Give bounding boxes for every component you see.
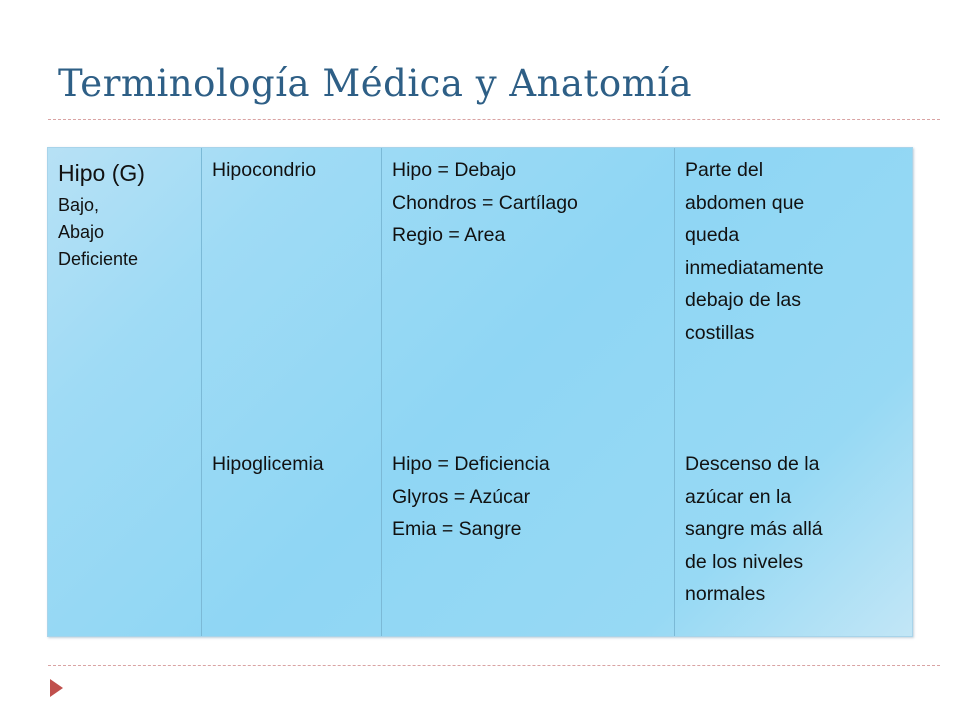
etymology-line: Regio = Area (392, 224, 506, 246)
prefix-term: Hipo (G) (58, 160, 145, 186)
etymology-line: Hipo = Deficiencia (392, 453, 550, 475)
definition-line: queda (685, 224, 740, 246)
etymology-line: Emia = Sangre (392, 518, 522, 540)
terminology-table (47, 147, 913, 637)
word-column (202, 148, 382, 636)
prefix-meanings (58, 192, 138, 273)
definition-line: Descenso de la (685, 453, 820, 475)
footer-divider (48, 665, 940, 666)
prefix-meaning: Deficiente (58, 249, 139, 269)
prefix-meaning: Bajo, (58, 195, 100, 215)
title-divider (48, 119, 940, 120)
definition-line: de los niveles (685, 550, 804, 573)
definition-line: normales (685, 583, 766, 605)
definition-line: costillas (685, 321, 755, 344)
prefix-meaning: Abajo (58, 222, 105, 242)
definition-line: azúcar en la (685, 485, 792, 508)
definition-column (675, 148, 914, 636)
definition-hipoglicemia (685, 448, 908, 611)
definition-line: inmediatamente (685, 256, 824, 279)
slide-title: Terminología Médica y Anatomía (58, 62, 693, 105)
word-hipoglicemia: Hipoglicemia (212, 453, 324, 475)
triangle-bullet-icon (50, 679, 63, 697)
definition-line: abdomen que (685, 191, 805, 214)
etymology-hipocondrio (392, 154, 668, 252)
etymology-column (382, 148, 675, 636)
definition-line: sangre más allá (685, 518, 823, 540)
definition-hipocondrio (685, 154, 908, 349)
definition-line: debajo de las (685, 289, 802, 311)
etymology-line: Chondros = Cartílago (392, 191, 578, 214)
etymology-line: Hipo = Debajo (392, 159, 517, 181)
etymology-hipoglicemia (392, 448, 668, 546)
definition-line: Parte del (685, 159, 764, 181)
etymology-line: Glyros = Azúcar (392, 485, 531, 508)
prefix-column (48, 148, 202, 636)
word-hipocondrio: Hipocondrio (212, 159, 317, 181)
